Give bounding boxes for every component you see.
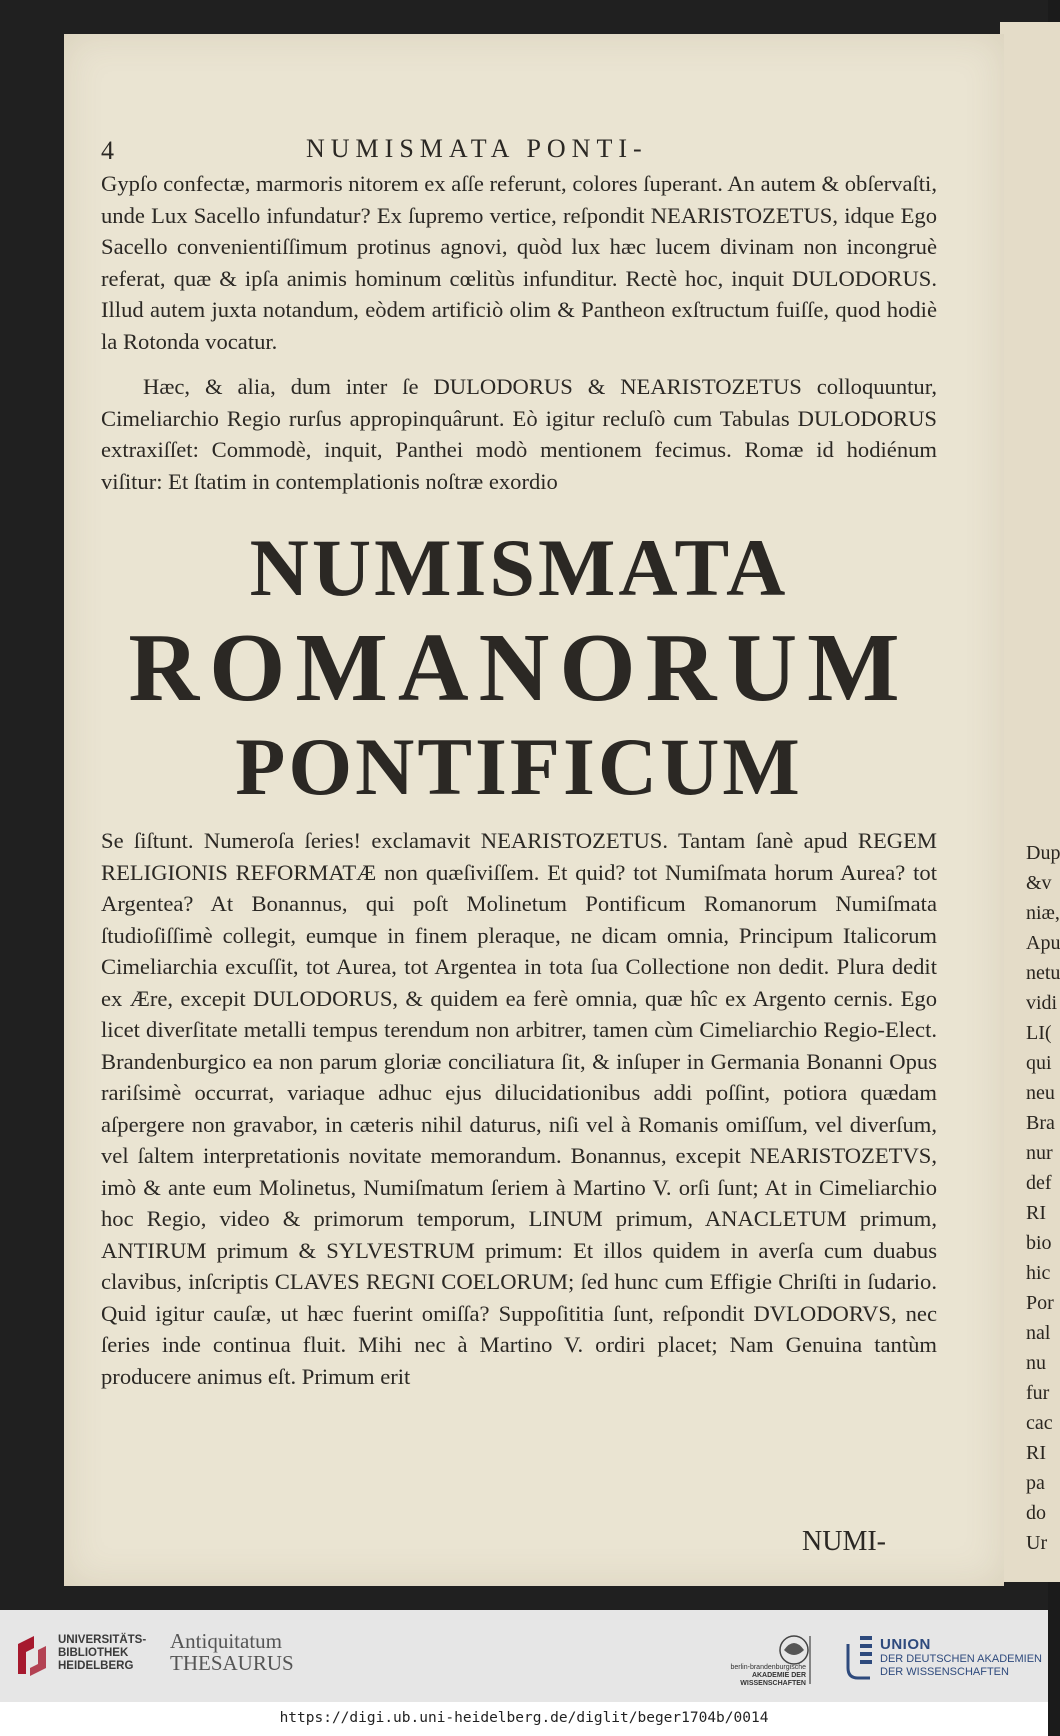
page-number: 4	[101, 136, 114, 165]
facing-page-fragment: nur	[1026, 1142, 1053, 1164]
facing-page-fragment: Dup	[1026, 842, 1060, 864]
page-text-block	[101, 132, 937, 1392]
url-bar	[0, 1702, 1048, 1736]
paragraph-1: Gypſo confectæ, marmoris nitorem ex aſſe referunt, colores ſuperant. An autem & obſervaſti, unde Lux Sacello infundatur? Ex ſupremo vertice, reſpondit NEARISTOZETUS, idque Ego Sacello convenientiſſimum protinus agnovi, quòd lux hæc lucem divinam non incongruè referat, quæ & ipſa animis hominum cœlitùs infunditur. Rectè hoc, inquit DULODORUS. Illud autem juxta notandum, eòdem artificiò olim & Pantheon exſtructum fuiſſe, quod hodiè la Rotonda vocatur.	[101, 171, 937, 354]
catchword: NUMI-	[802, 1526, 886, 1557]
thesaurus-text: THESAURUS	[170, 1651, 294, 1675]
facing-page-fragment: Por	[1026, 1292, 1054, 1314]
facing-page-fragment: neu	[1026, 1082, 1055, 1104]
facing-page-fragment: fur	[1026, 1382, 1050, 1404]
bbaw-label	[686, 1664, 806, 1688]
union-line-1: DER DEUTSCHEN AKADEMIEN	[880, 1653, 1042, 1665]
facing-page-fragment: Ur	[1026, 1532, 1048, 1554]
bbaw-line-1: berlin-brandenburgische	[730, 1664, 806, 1671]
antiquitatum-thesaurus-logo[interactable]	[170, 1630, 294, 1674]
antiquitatum-label	[170, 1630, 294, 1652]
union-title: UNION	[880, 1636, 931, 1653]
facing-page-fragment: def	[1026, 1172, 1052, 1194]
facing-page-fragment: vidi	[1026, 992, 1058, 1014]
thesaurus-label	[170, 1652, 294, 1674]
union-logo-icon[interactable]	[846, 1634, 874, 1680]
facing-page-fragment: bio	[1026, 1232, 1052, 1254]
facing-page-fragment: nu	[1026, 1352, 1046, 1374]
union-label[interactable]	[880, 1636, 1042, 1679]
viewer-footer	[0, 1610, 1048, 1702]
antiquitatum-text: Antiquitatum	[170, 1629, 282, 1653]
running-title: NUMISMATA PONTI-	[306, 134, 648, 163]
facing-page-fragment: hic	[1026, 1262, 1051, 1284]
facing-page-fragment: nal	[1026, 1322, 1051, 1344]
section-title-line-2: ROMANORUM	[128, 614, 910, 722]
union-line-2: DER WISSENSCHAFTEN	[880, 1666, 1009, 1678]
facing-page-fragment: RI	[1026, 1442, 1046, 1464]
permalink-url[interactable]: https://digi.ub.uni-heidelberg.de/diglit/beger1704b/0014	[279, 1710, 769, 1726]
section-title-line-3: PONTIFICUM	[235, 721, 803, 812]
facing-page-fragment: Apu	[1026, 932, 1060, 954]
ub-line-2: BIBLIOTHEK	[58, 1647, 129, 1659]
ub-line-3: HEIDELBERG	[58, 1660, 134, 1672]
facing-page-fragment: cac	[1026, 1412, 1053, 1434]
book-page	[64, 34, 1004, 1586]
paragraph-2: Hæc, & alia, dum inter ſe DULODORUS & NEARISTOZETUS colloquuntur, Cimeliarchio Regio rurſus appropinquârunt. Eò igitur recluſò cum Tabulas DULODORUS extraxiſſet: Commodè, inquit, Panthei modò mentionem fecimus. Romæ id hodiénum viſitur: Et ſtatim in contemplationis noſtræ exordio	[101, 374, 937, 494]
facing-page-fragment: netu	[1026, 962, 1060, 984]
ub-heidelberg-logo-icon[interactable]	[12, 1630, 52, 1682]
facing-page-fragment: qui	[1026, 1052, 1052, 1074]
facing-page-fragment: RI	[1026, 1202, 1046, 1224]
facing-page-fragment: &v	[1026, 872, 1052, 894]
section-title-line-1: NUMISMATA	[249, 522, 789, 613]
facing-page-fragment: niæ,	[1026, 902, 1060, 924]
bbaw-line-2: AKADEMIE DER WISSENSCHAFTEN	[740, 1672, 806, 1687]
running-head	[101, 132, 937, 168]
facing-page-fragment: do	[1026, 1502, 1046, 1524]
facing-page-fragment: Bra	[1026, 1112, 1055, 1134]
paragraph-3: Se ſiſtunt. Numeroſa ſeries! exclamavit NEARISTOZETUS. Tantam ſanè apud REGEM RELIGIONIS REFORMATÆ non quæſiviſſem. Et quid? tot Numiſmata horum Aurea? tot Argentea? At Bonannus, qui poſt Molinetum Pontificum Romanorum Numiſmata ſtudioſiſſimè collegit, eumque in finem pleraque, ne dicam omnia, Principum Italicorum Cimeliarchia excuſſit, tot Aurea, tot Argentea in tota ſua Collectione non dedit. Plura dedit ex Ære, excepit DULODORUS, & quidem ea ferè omnia, quæ hîc ex Argento cernis. Ego licet diverſitate metalli tempus terendum non arbitrer, tamen cùm Cimeliarchio Regio-Elect. Brandenburgico ea non parum gloriæ conciliatura ſit, & inſuper in Germania Bonanni Opus rariſsimè occurrat, variaque adhuc ejus dilucidationibus addi poſſint, potiora quædam aſpergere non gravabor, in cæteris nihil daturus, niſi vel à Romanis omiſſum, vel diverſum, vel ſaltem interpretationis novitate memorandum. Bonannus, excepit NEARISTOZETVS, imò & ante eum Molinetus, Numiſmatum ſeriem à Martino V. orſi ſunt; At in Cimeliarchio hoc Regio, video & primorum temporum, LINUM primum, ANACLETUM primum, ANTIRUM primum & SYLVESTRUM primum: Et illos quidem in averſa cum duabus clavibus, inſcriptis CLAVES REGNI COELORUM; ſed hunc cum Effigie Chriſti in ſudario. Quid igitur cauſæ, ut hæc fuerint omiſſa? Suppoſititia ſunt, reſpondit DVLODORVS, nec ſeries inde continua fluit. Mihi nec à Martino V. ordiri placet; Nam Genuina tantùm producere animus eſt. Primum erit	[101, 828, 937, 1389]
facing-page-fragment: LI(	[1026, 1022, 1052, 1044]
ub-heidelberg-label[interactable]	[58, 1634, 146, 1673]
ub-line-1: UNIVERSITÄTS-	[58, 1634, 147, 1646]
facing-page-edge	[1000, 22, 1060, 1582]
section-title	[101, 521, 937, 813]
facing-page-fragment: pa	[1026, 1472, 1045, 1494]
